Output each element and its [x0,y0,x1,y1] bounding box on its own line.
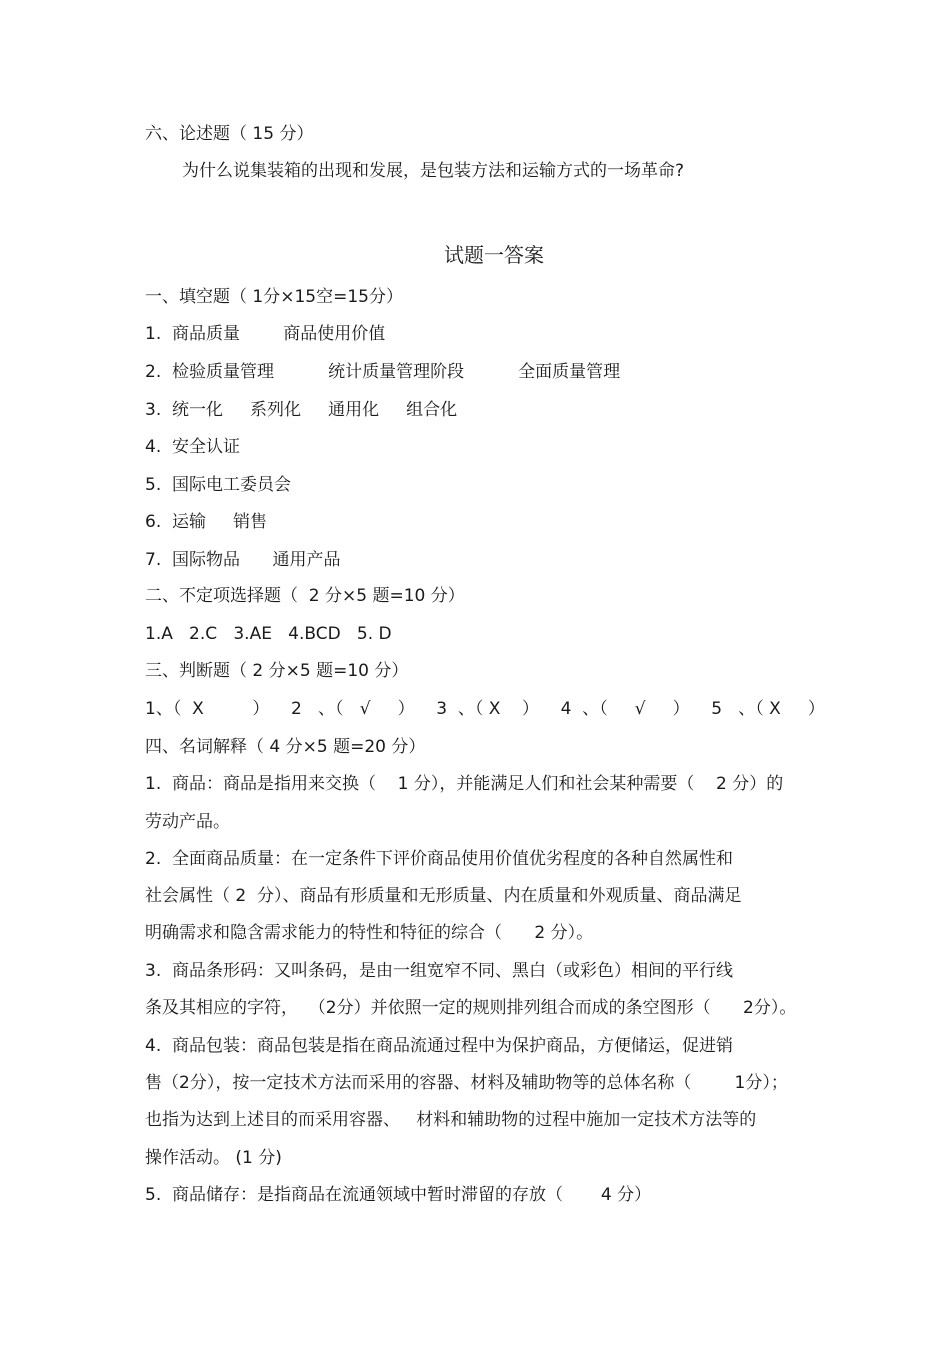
part1-item-4: 4. 安全认证 [145,437,241,457]
section6-question: 为什么说集装箱的出现和发展，是包装方法和运输方式的一场革命? [182,161,685,181]
part2-answers: 1.A 2.C 3.AE 4.BCD 5. D [145,624,392,644]
section6-heading: 六、论述题（ 15 分） [145,124,314,144]
part4-line-11: 操作活动。 (1 分) [145,1148,282,1168]
part1-item-3: 3. 统一化 系列化 通用化 组合化 [145,400,458,420]
part4-line-2: 劳动产品。 [145,812,230,832]
part4-line-9: 售（2分），按一定技术方法而采用的容器、材料及辅助物等的总体名称（ 1分）； [145,1073,788,1093]
part2-heading: 二、不定项选择题（ 2 分×5 题=10 分） [145,586,465,606]
part4-line-7: 条及其相应的字符， （2分）并依照一定的规则排列组合而成的条空图形（ 2分）。 [145,998,797,1018]
part4-line-1: 1. 商品：商品是指用来交换（ 1 分），并能满足人们和社会某种需要（ 2 分）的 [145,774,784,794]
answers-title: 试题一答案 [444,243,544,267]
part4-line-5: 明确需求和隐含需求能力的特性和特征的综合（ 2 分）。 [145,923,594,943]
part4-line-8: 4. 商品包装：商品包装是指在商品流通过程中为保护商品，方便储运，促进销 [145,1036,734,1056]
part3-heading: 三、判断题（ 2 分×5 题=10 分） [145,661,409,681]
part1-item-5: 5. 国际电工委员会 [145,475,292,495]
part4-line-4: 社会属性（ 2 分）、商品有形质量和无形质量、内在质量和外观质量、商品满足 [145,886,742,906]
part4-line-12: 5. 商品储存：是指商品在流通领域中暂时滞留的存放（ 4 分） [145,1185,652,1205]
part1-item-1: 1. 商品质量 商品使用价值 [145,324,386,344]
part1-item-6: 6. 运输 销售 [145,512,268,532]
part1-item-7: 7. 国际物品 通用产品 [145,550,341,570]
part4-line-3: 2. 全面商品质量：在一定条件下评价商品使用价值优劣程度的各种自然属性和 [145,849,734,869]
part4-line-6: 3. 商品条形码：又叫条码，是由一组宽窄不同、黑白（或彩色）相间的平行线 [145,961,734,981]
part4-line-10: 也指为达到上述目的而采用容器、 材料和辅助物的过程中施加一定技术方法等的 [145,1110,757,1130]
part1-heading: 一、填空题（ 1分×15空=15分） [145,287,403,307]
part3-answers: 1、（ X ） 2 、（ √ ） 3 、（ X ） 4 、（ √ ） 5 、（ X ） [145,699,825,719]
part1-item-2: 2. 检验质量管理 统计质量管理阶段 全面质量管理 [145,362,621,382]
part4-heading: 四、名词解释（ 4 分×5 题=20 分） [145,737,426,757]
